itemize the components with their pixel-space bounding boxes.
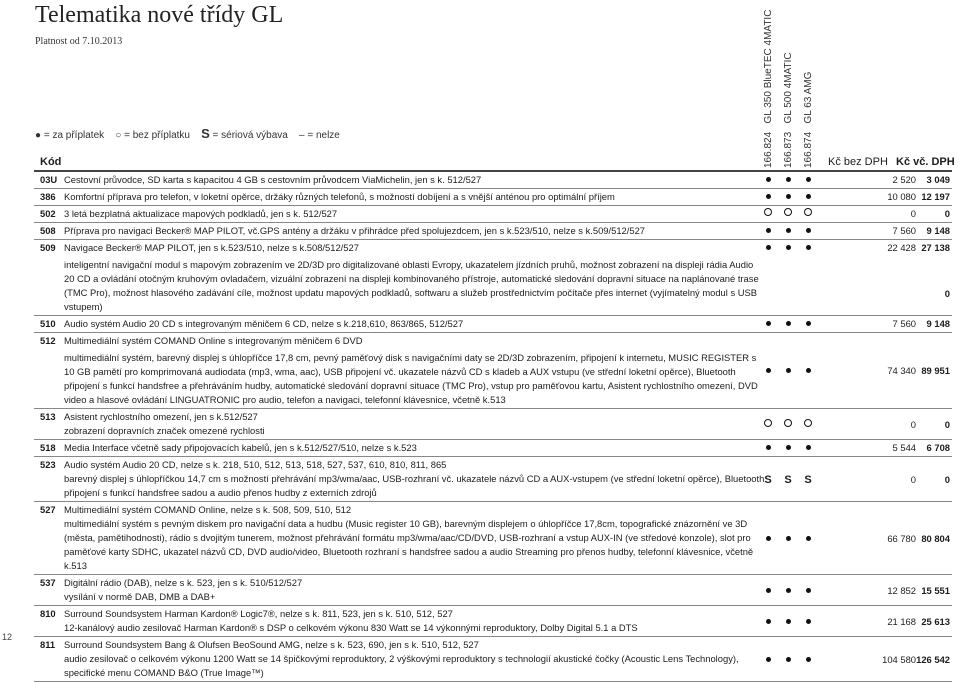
- availability-included: [778, 653, 798, 667]
- option-code: 386: [40, 191, 56, 202]
- dot-icon: [766, 177, 771, 182]
- circle-icon: [784, 208, 792, 216]
- model-header: [803, 72, 814, 168]
- availability-free: [778, 418, 798, 432]
- circle-icon: [764, 208, 772, 216]
- price-net: 7 560: [892, 225, 916, 236]
- description-detail: multimediální systém, barevný displej s úhlopříčce 17,8 cm, pevný paměťový disk s navigačními daty se 2D/3D zobrazením, připojení k internetu, MUSIC REGISTER s 10 GB pamětí pro komprimovaná audiodata (mp3, wma, aac), USB připojení vč. ukazatele názvů CD s kladeb a AUX vstupu (ve střední loketní opěrce), Bluetooth připojení s funkcí handsfree a přehráváním hudby, automatické sledování dopravní situace (TMC Pro), vstup pro paměťovou kartu, Asistent rychlostního omezení, DVD video a hlasové ovládání LINGUATRONIC pro audio, telefon a navigaci, telefonní klávesnice, včetně k.513: [64, 352, 758, 405]
- description-line: 12-kanálový audio zesilovač Harman Kardon® s DSP o celkovém výkonu 830 Watt se 14 výkonnými reproduktory, Dolby Digital 5.1 a DTS: [64, 622, 638, 633]
- description-detail: inteligentní navigační modul s mapovým zobrazením ve 2D/3D pro digitalizované oblasti Evropy, ukazatelem jízdních pruhů, možnost zobrazení na displeji rádia Audio 20 CD a ovládání otočným kruhovým ovladačem, vizuální zobrazení na displeji kombinovaného přístroje, automatické sledování dopravní situace na naplánované trase (TMC Pro), možnost hlasového zadávání cíle, možnost updatu mapových podkladů, softwaru a služeb prostřednictvím počítače přes internet (vyjímatelný modul s USB vstupem): [64, 259, 759, 312]
- table-row: [34, 502, 952, 575]
- dot-icon: [786, 619, 791, 624]
- serial-icon: S: [784, 474, 792, 486]
- description-line: Navigace Becker® MAP PILOT, jen s k.523/510, nelze s k.508/512/527: [64, 242, 359, 253]
- availability-included: [778, 615, 798, 629]
- dot-icon: [766, 588, 771, 593]
- serial-icon: S: [764, 474, 772, 486]
- option-code: 502: [40, 208, 56, 219]
- availability-included: [798, 173, 818, 187]
- table-row: [34, 223, 952, 240]
- legend-free: = bez příplatku: [124, 130, 190, 141]
- description-line: Multimediální systém COMAND Online s integrovaným měničem 6 DVD: [64, 335, 363, 346]
- availability-included: [778, 224, 798, 238]
- dot-icon: [806, 368, 811, 373]
- price-net: 2 520: [892, 174, 916, 185]
- dot-icon: [786, 536, 791, 541]
- description-line: Audio systém Audio 20 CD s integrovaným měničem 6 CD, nelze s k.218,610, 863/865, 512/527: [64, 318, 464, 329]
- table-row: [34, 206, 952, 223]
- dot-icon: [806, 536, 811, 541]
- price-gross: 15 551: [921, 585, 950, 596]
- legend-serial: = sériová výbava: [212, 130, 288, 141]
- price-gross: 3 049: [926, 174, 950, 185]
- availability-serial: [778, 473, 798, 488]
- price-gross: 12 197: [921, 191, 950, 202]
- availability-free: [778, 207, 798, 221]
- description-line: Media Interface včetně sady připojovacích kabelů, jen s k.512/527/510, nelze s k.523: [64, 442, 417, 453]
- description-line: Komfortní příprava pro telefon, v loketní opěrce, držáky různých telefonů, s možností dobíjení a s vnější anténou pro optimální příjem: [64, 191, 615, 202]
- option-code: 537: [40, 577, 56, 588]
- description-line: Cestovní průvodce, SD karta s kapacitou 4 GB s cestovním průvodcem ViaMichelin, jen s k. 512/527: [64, 174, 482, 185]
- price-gross: 80 804: [921, 533, 950, 544]
- availability-free: [758, 207, 778, 221]
- price-net: 74 340: [887, 365, 916, 376]
- description-line: Příprava pro navigaci Becker® MAP PILOT, vč.GPS antény a držáku v přihrádce před spolujezdcem, jen s k.523/510, nelze s k.509/512/527: [64, 225, 646, 236]
- dot-icon: [806, 445, 811, 450]
- availability-included: [798, 584, 818, 598]
- availability-included: [798, 441, 818, 455]
- dot-icon: [786, 368, 791, 373]
- availability-included: [798, 241, 818, 255]
- description-line: multimediální systém s pevným diskem pro navigační data a hudbu (Music register 10 GB), barevným displejem o úhlopříčce 17,8cm, topografické znázornění ve 3D (města, pamětihodnosti), rádio s dvojitým tunerem, možnost přehrávání formátu mp3/wma/aac/CD/DVD, USB-rozhraní a vstup AUX-IN (ve středové konzole), slot pro paměťové karty SDHC, ukazatel názvů CD, DVD audio/video, Bluetooth rozhraní s handsfree sadou a audio Streaming pro přenos hudby, telefonní klávesnice, včetně k.513: [64, 518, 754, 571]
- option-code: 527: [40, 504, 56, 515]
- availability-included: [758, 317, 778, 331]
- option-description: [64, 172, 766, 188]
- dot-icon: [766, 245, 771, 250]
- price-gross: 0: [944, 474, 950, 485]
- option-code: 508: [40, 225, 56, 236]
- dot-icon: [786, 588, 791, 593]
- availability-included: [758, 615, 778, 629]
- availability-included: [778, 532, 798, 546]
- dot-icon: [766, 619, 771, 624]
- option-description: [64, 316, 766, 332]
- description-line: audio zesilovač o celkovém výkonu 1200 Watt se 14 špičkovými reproduktory, 2 výškovými reproduktory s technologií akustické čočky (Acoustic Lens Technology), specifické menu COMAND B&O (True Image™): [64, 653, 739, 678]
- option-code: 811: [40, 639, 56, 650]
- option-code: 509: [40, 242, 56, 253]
- option-description: [64, 575, 766, 605]
- dot-icon: [806, 194, 811, 199]
- page-title: Telematika nové třídy GL: [35, 2, 284, 28]
- option-code: 513: [40, 411, 56, 422]
- price-extra: 0: [944, 288, 950, 299]
- dot-icon: [806, 228, 811, 233]
- table-row: [34, 172, 952, 189]
- price-gross: 9 148: [926, 318, 950, 329]
- option-description: [64, 223, 766, 239]
- availability-included: [778, 584, 798, 598]
- dot-icon: [766, 228, 771, 233]
- availability-included: [758, 532, 778, 546]
- dot-icon: [786, 445, 791, 450]
- dot-icon: [766, 536, 771, 541]
- dot-icon: [786, 228, 791, 233]
- availability-included: [758, 364, 778, 378]
- option-description: [64, 637, 766, 681]
- circle-symbol: ○: [115, 130, 122, 141]
- option-code: 518: [40, 442, 56, 453]
- availability-serial: [758, 473, 778, 488]
- legend-not-possible: = nelze: [307, 130, 340, 141]
- price-gross: 0: [944, 208, 950, 219]
- dot-icon: [786, 245, 791, 250]
- availability-included: [778, 441, 798, 455]
- model-header: [763, 10, 774, 168]
- option-code: 03U: [40, 174, 58, 185]
- availability-included: [798, 364, 818, 378]
- dot-icon: [806, 588, 811, 593]
- option-description: [64, 240, 766, 315]
- model-name: GL 350 BlueTEC 4MATIC: [763, 9, 774, 124]
- availability-included: [778, 241, 798, 255]
- dot-icon: [766, 321, 771, 326]
- description-line: Digitální rádio (DAB), nelze s k. 523, jen s k. 510/512/527: [64, 577, 303, 588]
- price-gross: 6 708: [926, 442, 950, 453]
- serial-icon: S: [804, 474, 812, 486]
- dot-icon: [806, 619, 811, 624]
- option-code: 512: [40, 335, 56, 346]
- column-header-code: Kód: [40, 156, 62, 168]
- availability-included: [778, 190, 798, 204]
- description-line: Audio systém Audio 20 CD, nelze s k. 218, 510, 512, 513, 518, 527, 537, 610, 810, 811, 865: [64, 459, 447, 470]
- circle-icon: [804, 208, 812, 216]
- availability-included: [798, 653, 818, 667]
- price-net: 5 544: [892, 442, 916, 453]
- availability-included: [778, 364, 798, 378]
- description-line: vysílání v normě DAB, DMB a DAB+: [64, 591, 216, 602]
- option-description: [64, 606, 766, 636]
- dot-icon: [806, 657, 811, 662]
- description-line: Multimediální systém COMAND Online, nelze s k. 508, 509, 510, 512: [64, 504, 352, 515]
- table-row: [34, 333, 952, 409]
- availability-included: [758, 584, 778, 598]
- legend: [35, 126, 340, 141]
- availability-included: [758, 190, 778, 204]
- validity-date: Platnost od 7.10.2013: [35, 36, 123, 47]
- dot-icon: [766, 194, 771, 199]
- table-row: [34, 575, 952, 606]
- availability-included: [758, 224, 778, 238]
- dot-icon: [766, 657, 771, 662]
- availability-included: [798, 532, 818, 546]
- price-net: 22 428: [887, 242, 916, 253]
- availability-included: [798, 615, 818, 629]
- availability-included: [758, 241, 778, 255]
- options-table: [34, 172, 952, 682]
- dot-icon: [786, 194, 791, 199]
- model-code: 166.824: [763, 131, 774, 168]
- model-code: 166.874: [803, 131, 814, 168]
- option-description: [64, 409, 766, 439]
- price-gross: 9 148: [926, 225, 950, 236]
- availability-included: [798, 190, 818, 204]
- price-net: 0: [910, 208, 916, 219]
- option-code: 810: [40, 608, 56, 619]
- availability-free: [758, 418, 778, 432]
- option-description: [64, 189, 766, 205]
- option-description: [64, 440, 766, 456]
- availability-included: [798, 317, 818, 331]
- option-description: [64, 502, 766, 574]
- table-row: [34, 440, 952, 457]
- availability-included: [798, 224, 818, 238]
- page-number: 12: [2, 632, 13, 642]
- price-gross: 126 542: [916, 654, 950, 665]
- legend-included: = za příplatek: [43, 130, 105, 141]
- circle-icon: [784, 419, 792, 427]
- column-header-price-net: Kč bez DPH: [828, 156, 888, 168]
- dot-icon: [806, 321, 811, 326]
- table-row: [34, 316, 952, 333]
- option-code: 523: [40, 459, 56, 470]
- price-net: 0: [910, 419, 916, 430]
- availability-included: [758, 173, 778, 187]
- dot-symbol: ●: [35, 130, 42, 141]
- price-gross: 27 138: [921, 242, 950, 253]
- dot-icon: [806, 245, 811, 250]
- price-net: 21 168: [887, 616, 916, 627]
- price-gross: 25 613: [921, 616, 950, 627]
- circle-icon: [804, 419, 812, 427]
- dot-icon: [766, 368, 771, 373]
- price-net: 10 080: [887, 191, 916, 202]
- dot-icon: [786, 321, 791, 326]
- table-row: [34, 637, 952, 682]
- serial-symbol: S: [201, 126, 210, 141]
- description-line: zobrazení dopravních značek omezené rychlosti: [64, 425, 265, 436]
- table-row: [34, 606, 952, 637]
- availability-free: [798, 207, 818, 221]
- description-line: 3 letá bezplatná aktualizace mapových podkladů, jen s k. 512/527: [64, 208, 338, 219]
- availability-included: [758, 653, 778, 667]
- column-header-price-gross: Kč vč. DPH: [896, 156, 955, 168]
- circle-icon: [764, 419, 772, 427]
- availability-included: [778, 317, 798, 331]
- price-gross: 89 951: [921, 365, 950, 376]
- price-net: 12 852: [887, 585, 916, 596]
- price-net: 104 580: [882, 654, 916, 665]
- price-net: 7 560: [892, 318, 916, 329]
- model-header: [783, 52, 794, 168]
- table-row: [34, 189, 952, 206]
- description-line: Asistent rychlostního omezení, jen s k.512/527: [64, 411, 258, 422]
- dot-icon: [766, 445, 771, 450]
- availability-serial: [798, 473, 818, 488]
- description-line: Surround Soundsystem Bang & Olufsen BeoSound AMG, nelze s k. 523, 690, jen s k. 510, 512, 527: [64, 639, 479, 650]
- dot-icon: [786, 657, 791, 662]
- description-line: Surround Soundsystem Harman Kardon® Logic7®, nelze s k. 811, 523, jen s k. 510, 512, 527: [64, 608, 453, 619]
- description-line: barevný displej s úhlopříčkou 14,7 cm s možností přehrávání mp3/wma/aac, USB-rozhraní vč. ukazatele názvů CD a AUX-vstupem (ve střední loketní opěrce), Bluetooth připojení s funkcí handsfree sadou a audio přenos hudby z externích zdrojů: [64, 473, 765, 498]
- option-description: [64, 457, 766, 501]
- availability-included: [778, 173, 798, 187]
- availability-included: [758, 441, 778, 455]
- dash-symbol: –: [299, 130, 305, 141]
- price-net: 66 780: [887, 533, 916, 544]
- availability-free: [798, 418, 818, 432]
- model-code: 166.873: [783, 131, 794, 168]
- table-row: [34, 240, 952, 316]
- dot-icon: [786, 177, 791, 182]
- price-net: 0: [910, 474, 916, 485]
- dot-icon: [806, 177, 811, 182]
- table-row: [34, 457, 952, 502]
- model-name: GL 63 AMG: [803, 71, 814, 124]
- option-description: [64, 206, 766, 222]
- option-description: [64, 333, 766, 408]
- price-gross: 0: [944, 419, 950, 430]
- table-row: [34, 409, 952, 440]
- model-name: GL 500 4MATIC: [783, 52, 794, 124]
- option-code: 510: [40, 318, 56, 329]
